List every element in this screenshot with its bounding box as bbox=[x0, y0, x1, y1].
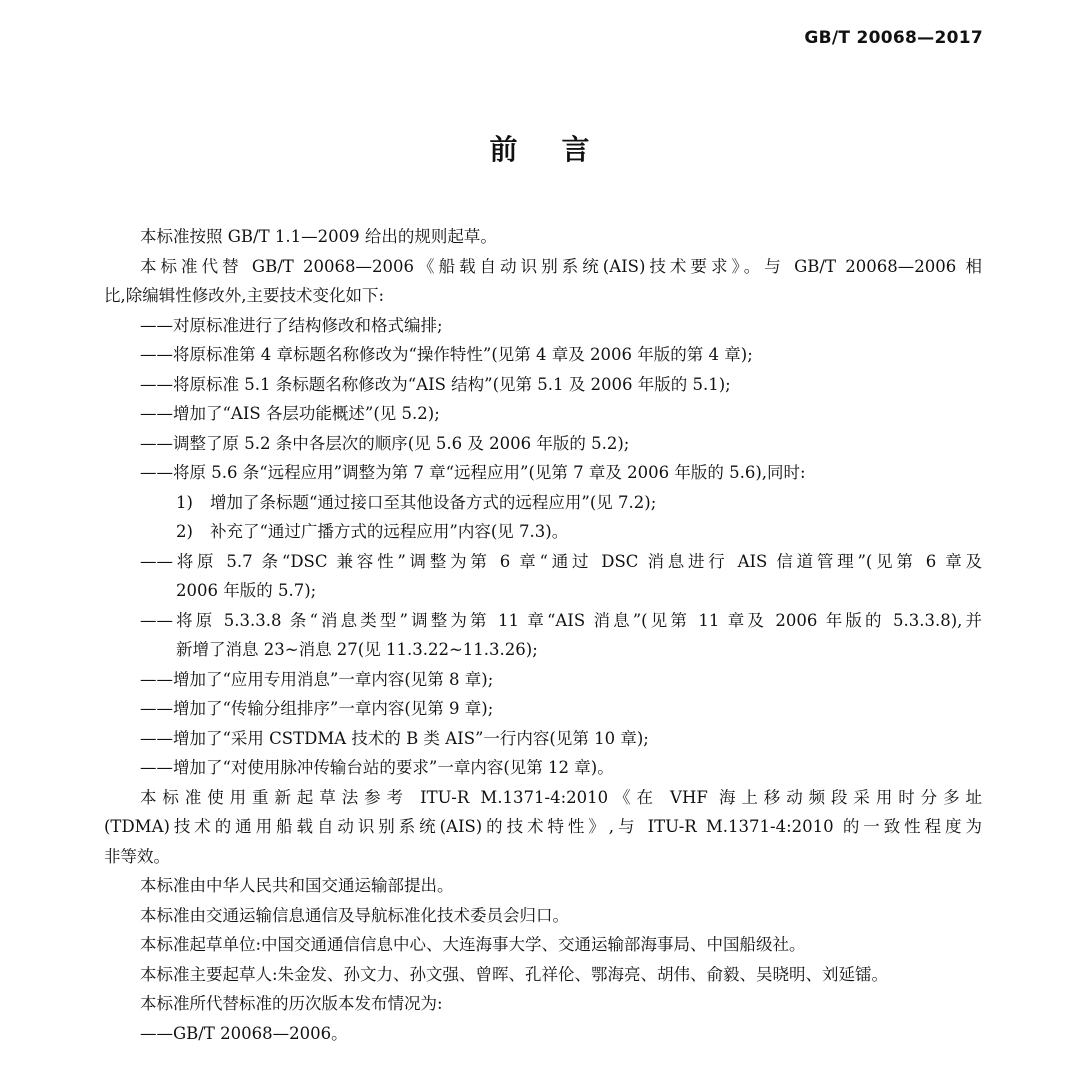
paragraph-committee: 本标准由交通运输信息通信及导航标准化技术委员会归口。 bbox=[140, 905, 569, 925]
paragraph-drafters: 本标准主要起草人:朱金发、孙文力、孙文强、曾晖、孔祥伦、鄂海亮、胡伟、俞毅、吴晓明、刘延镭。 bbox=[140, 964, 889, 984]
change-item: ——增加了“应用专用消息”一章内容(见第 8 章); bbox=[140, 669, 494, 689]
sub-item-number: 2) bbox=[176, 522, 193, 541]
paragraph-history-intro: 本标准所代替标准的历次版本发布情况为: bbox=[140, 994, 443, 1013]
sub-item-text: 增加了条标题“通过接口至其他设备方式的远程应用”(见 7.2); bbox=[210, 492, 657, 512]
paragraph-drafting-units: 本标准起草单位:中国交通通信信息中心、大连海事大学、交通运输部海事局、中国船级社。 bbox=[140, 935, 806, 954]
sub-item-number: 1) bbox=[176, 492, 193, 512]
standard-code: GB/T 20068—2017 bbox=[804, 28, 983, 48]
paragraph-reference-line1: 本标准使用重新起草法参考 ITU-R M.1371-4:2010《在 VHF 海上移动频段采用时分多址 bbox=[140, 787, 982, 807]
change-item: ——增加了“采用 CSTDMA 技术的 B 类 AIS”一行内容(见第 10 章); bbox=[140, 728, 649, 748]
change-item: ——将原标准 5.1 条标题名称修改为“AIS 结构”(见第 5.1 及 2006 年版的 5.1); bbox=[140, 374, 731, 394]
sub-item bbox=[104, 488, 982, 518]
change-item: ——增加了“对使用脉冲传输台站的要求”一章内容(见第 12 章)。 bbox=[140, 758, 614, 777]
paragraph-reference-line2: (TDMA)技术的通用船载自动识别系统(AIS)的技术特性》,与 ITU-R M.1371-4:2010 的一致性程度为 bbox=[104, 817, 982, 836]
change-item-line1: ——将原 5.7 条“DSC 兼容性”调整为第 6 章“通过 DSC 消息进行 AIS 信道管理”(见第 6 章及 bbox=[140, 551, 982, 571]
change-item-line2: 新增了消息 23~消息 27(见 11.3.22~11.3.26); bbox=[176, 640, 538, 659]
paragraph-reference-line3: 非等效。 bbox=[104, 846, 170, 866]
change-item-line1: ——将原 5.3.3.8 条“消息类型”调整为第 11 章“AIS 消息”(见第 11 章及 2006 年版的 5.3.3.8),并 bbox=[140, 610, 982, 630]
page-title: 前言 bbox=[489, 133, 634, 166]
paragraph-drafting-rules: 本标准按照 GB/T 1.1—2009 给出的规则起草。 bbox=[140, 227, 497, 246]
change-item: ——将原 5.6 条“远程应用”调整为第 7 章“远程应用”(见第 7 章及 2006 年版的 5.6),同时: bbox=[140, 463, 806, 482]
change-item-line2: 2006 年版的 5.7); bbox=[176, 581, 317, 600]
change-item: ——增加了“AIS 各层功能概述”(见 5.2); bbox=[140, 404, 440, 423]
change-item: ——调整了原 5.2 条中各层次的顺序(见 5.6 及 2006 年版的 5.2); bbox=[140, 433, 630, 453]
paragraph-replacement-line1: 本标准代替 GB/T 20068—2006《船载自动识别系统(AIS)技术要求》。与 GB/T 20068—2006 相 bbox=[140, 256, 982, 276]
change-item: ——对原标准进行了结构修改和格式编排; bbox=[140, 315, 443, 335]
change-item: ——增加了“传输分组排序”一章内容(见第 9 章); bbox=[140, 699, 494, 718]
sub-item-text: 补充了“通过广播方式的远程应用”内容(见 7.3)。 bbox=[210, 522, 569, 541]
paragraph-replacement-line2: 比,除编辑性修改外,主要技术变化如下: bbox=[104, 286, 385, 305]
history-item: ——GB/T 20068—2006。 bbox=[140, 1023, 348, 1043]
paragraph-proposer: 本标准由中华人民共和国交通运输部提出。 bbox=[140, 876, 454, 895]
foreword-body bbox=[104, 222, 982, 1048]
sub-item bbox=[104, 517, 982, 547]
change-item: ——将原标准第 4 章标题名称修改为“操作特性”(见第 4 章及 2006 年版的第 4 章); bbox=[140, 345, 753, 364]
